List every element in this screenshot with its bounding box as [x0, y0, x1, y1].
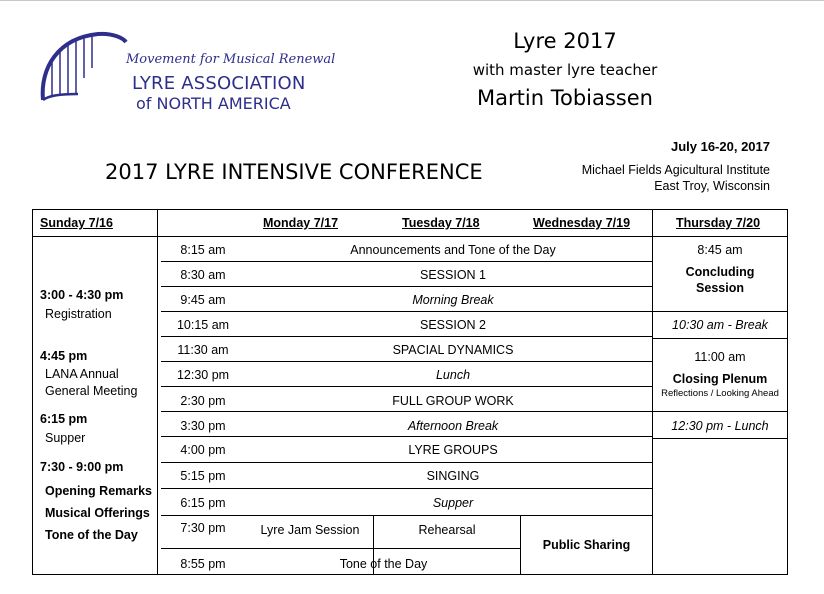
event-cell: LYRE GROUPS: [408, 443, 498, 457]
teacher-name: Martin Tobiassen: [477, 86, 653, 110]
time-cell: 10:15 am: [176, 318, 230, 332]
row-divider: [652, 311, 787, 312]
event-cell: Tone of the Day: [339, 557, 428, 571]
top-rule: [0, 0, 824, 1]
time-cell: 3:30 pm: [180, 419, 226, 433]
event-dates: July 16-20, 2017: [670, 139, 770, 154]
row-divider: [161, 286, 652, 287]
row-divider: [652, 438, 787, 439]
time-cell: 5:15 pm: [180, 469, 226, 483]
schedule-table: [32, 209, 788, 575]
row-divider: [161, 411, 652, 412]
thursday-time: 8:45 am: [697, 243, 743, 257]
lyre-harp-icon: [38, 28, 138, 128]
row-divider: [161, 548, 520, 549]
row-divider: [161, 515, 652, 516]
logo-name-line2: of NORTH AMERICA: [136, 94, 291, 113]
conference-title: 2017 LYRE INTENSIVE CONFERENCE: [105, 160, 483, 184]
event-title: Lyre 2017: [513, 29, 617, 53]
event-cell-tuesday: Rehearsal: [418, 523, 476, 537]
header-monday: Monday 7/17: [263, 216, 339, 230]
time-cell: 8:15 am: [180, 243, 226, 257]
thursday-time: 11:00 am: [694, 350, 746, 364]
event-cell: SESSION 2: [420, 318, 486, 332]
event-cell: Morning Break: [412, 293, 494, 307]
time-cell: 8:30 am: [180, 268, 226, 282]
header-sunday: Sunday 7/16: [40, 216, 113, 230]
sunday-event: Supper: [45, 431, 86, 445]
sunday-event: Registration: [45, 307, 112, 321]
sunday-time: 4:45 pm: [40, 349, 88, 363]
header-divider: [33, 236, 787, 237]
time-cell: 9:45 am: [180, 293, 226, 307]
time-cell: 11:30 am: [177, 343, 229, 357]
thursday-event: 10:30 am - Break: [672, 318, 768, 332]
thursday-event: 12:30 pm - Lunch: [671, 419, 769, 433]
row-divider: [161, 436, 652, 437]
venue-name: Michael Fields Agicultural Institute: [581, 163, 770, 177]
sunday-time: 7:30 - 9:00 pm: [40, 460, 124, 474]
row-divider: [161, 336, 652, 337]
row-divider: [161, 261, 652, 262]
time-cell: 7:30 pm: [180, 521, 226, 535]
header-wednesday: Wednesday 7/19: [533, 216, 631, 230]
row-divider: [161, 488, 652, 489]
time-cell: 12:30 pm: [176, 368, 230, 382]
header-tuesday: Tuesday 7/18: [402, 216, 480, 230]
sunday-event: LANA Annual: [45, 367, 119, 381]
thursday-event: Concluding: [685, 265, 755, 279]
lana-logo: [38, 28, 338, 128]
event-cell: Announcements and Tone of the Day: [350, 243, 556, 257]
event-cell-wednesday: Public Sharing: [542, 538, 631, 552]
event-cell: SINGING: [426, 469, 480, 483]
event-cell: Afternoon Break: [407, 419, 499, 433]
event-cell: SESSION 1: [420, 268, 486, 282]
sunday-event: General Meeting: [45, 384, 138, 398]
sunday-time: 3:00 - 4:30 pm: [40, 288, 124, 302]
logo-tagline: Movement for Musical Renewal: [126, 52, 336, 67]
logo-name-line1: LYRE ASSOCIATION: [132, 73, 306, 94]
row-divider: [652, 411, 787, 412]
row-divider: [161, 462, 652, 463]
event-subtitle: with master lyre teacher: [472, 61, 658, 79]
time-cell: 6:15 pm: [180, 496, 226, 510]
row-divider: [161, 311, 652, 312]
thursday-event: Closing Plenum: [672, 372, 768, 386]
time-cell: 2:30 pm: [180, 394, 226, 408]
header-thursday: Thursday 7/20: [676, 216, 761, 230]
sunday-time: 6:15 pm: [40, 412, 88, 426]
event-cell: SPACIAL DYNAMICS: [392, 343, 514, 357]
event-cell-monday: Lyre Jam Session: [260, 523, 360, 537]
sunday-event: Opening Remarks: [45, 484, 152, 498]
thursday-event: Reflections / Looking Ahead: [661, 388, 779, 399]
row-divider: [161, 386, 652, 387]
event-cell: Lunch: [435, 368, 471, 382]
sunday-event: Tone of the Day: [45, 528, 138, 542]
row-divider: [161, 361, 652, 362]
thursday-event: Session: [696, 281, 744, 295]
row-divider: [652, 338, 787, 339]
time-cell: 8:55 pm: [180, 557, 226, 571]
event-cell: Supper: [432, 496, 474, 510]
col-divider: [157, 210, 158, 574]
time-cell: 4:00 pm: [180, 443, 226, 457]
sunday-event: Musical Offerings: [45, 506, 150, 520]
event-cell: FULL GROUP WORK: [392, 394, 514, 408]
venue-location: East Troy, Wisconsin: [654, 179, 770, 193]
